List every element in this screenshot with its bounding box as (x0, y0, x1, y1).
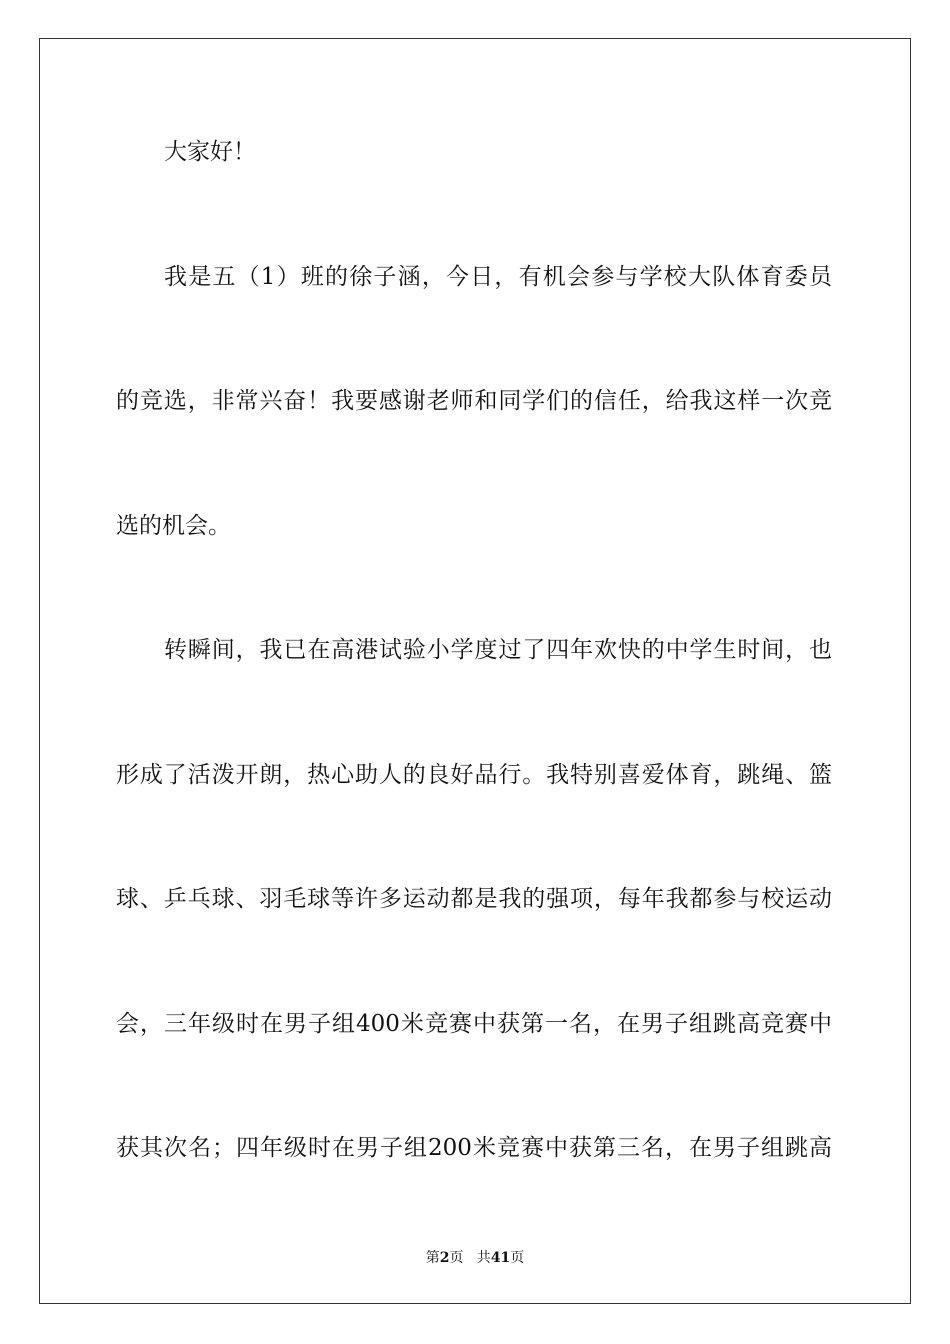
paragraph-line: 形成了活泼开朗，热心助人的良好品行。我特别喜爱体育，跳绳、篮 (116, 762, 832, 788)
paragraph-line: 我是五（1）班的徐子涵，今日，有机会参与学校大队体育委员 (164, 264, 832, 290)
footer-total-pages: 41 (490, 1250, 511, 1266)
paragraph-line: 球、乒乓球、羽毛球等许多运动都是我的强项，每年我都参与校运动 (116, 886, 832, 912)
greeting-line: 大家好！ (164, 139, 256, 165)
footer-page-number: 2 (439, 1250, 450, 1266)
paragraph-line: 选的机会。 (116, 513, 231, 539)
paragraph-line: 获其次名；四年级时在男子组200米竞赛中获第三名，在男子组跳高 (116, 1135, 832, 1161)
paragraph-line: 会，三年级时在男子组400米竞赛中获第一名，在男子组跳高竞赛中 (116, 1011, 832, 1037)
page-footer (0, 1248, 950, 1268)
footer-prefix: 第 (425, 1250, 440, 1266)
page-frame (39, 38, 911, 1304)
paragraph-line: 的竞选，非常兴奋！我要感谢老师和同学们的信任，给我这样一次竞 (116, 388, 832, 414)
paragraph-line: 转瞬间，我已在高港试验小学度过了四年欢快的中学生时间，也 (164, 637, 832, 663)
footer-total-suffix: 页 (510, 1250, 525, 1266)
footer-page-suffix: 页 共 (449, 1250, 491, 1266)
